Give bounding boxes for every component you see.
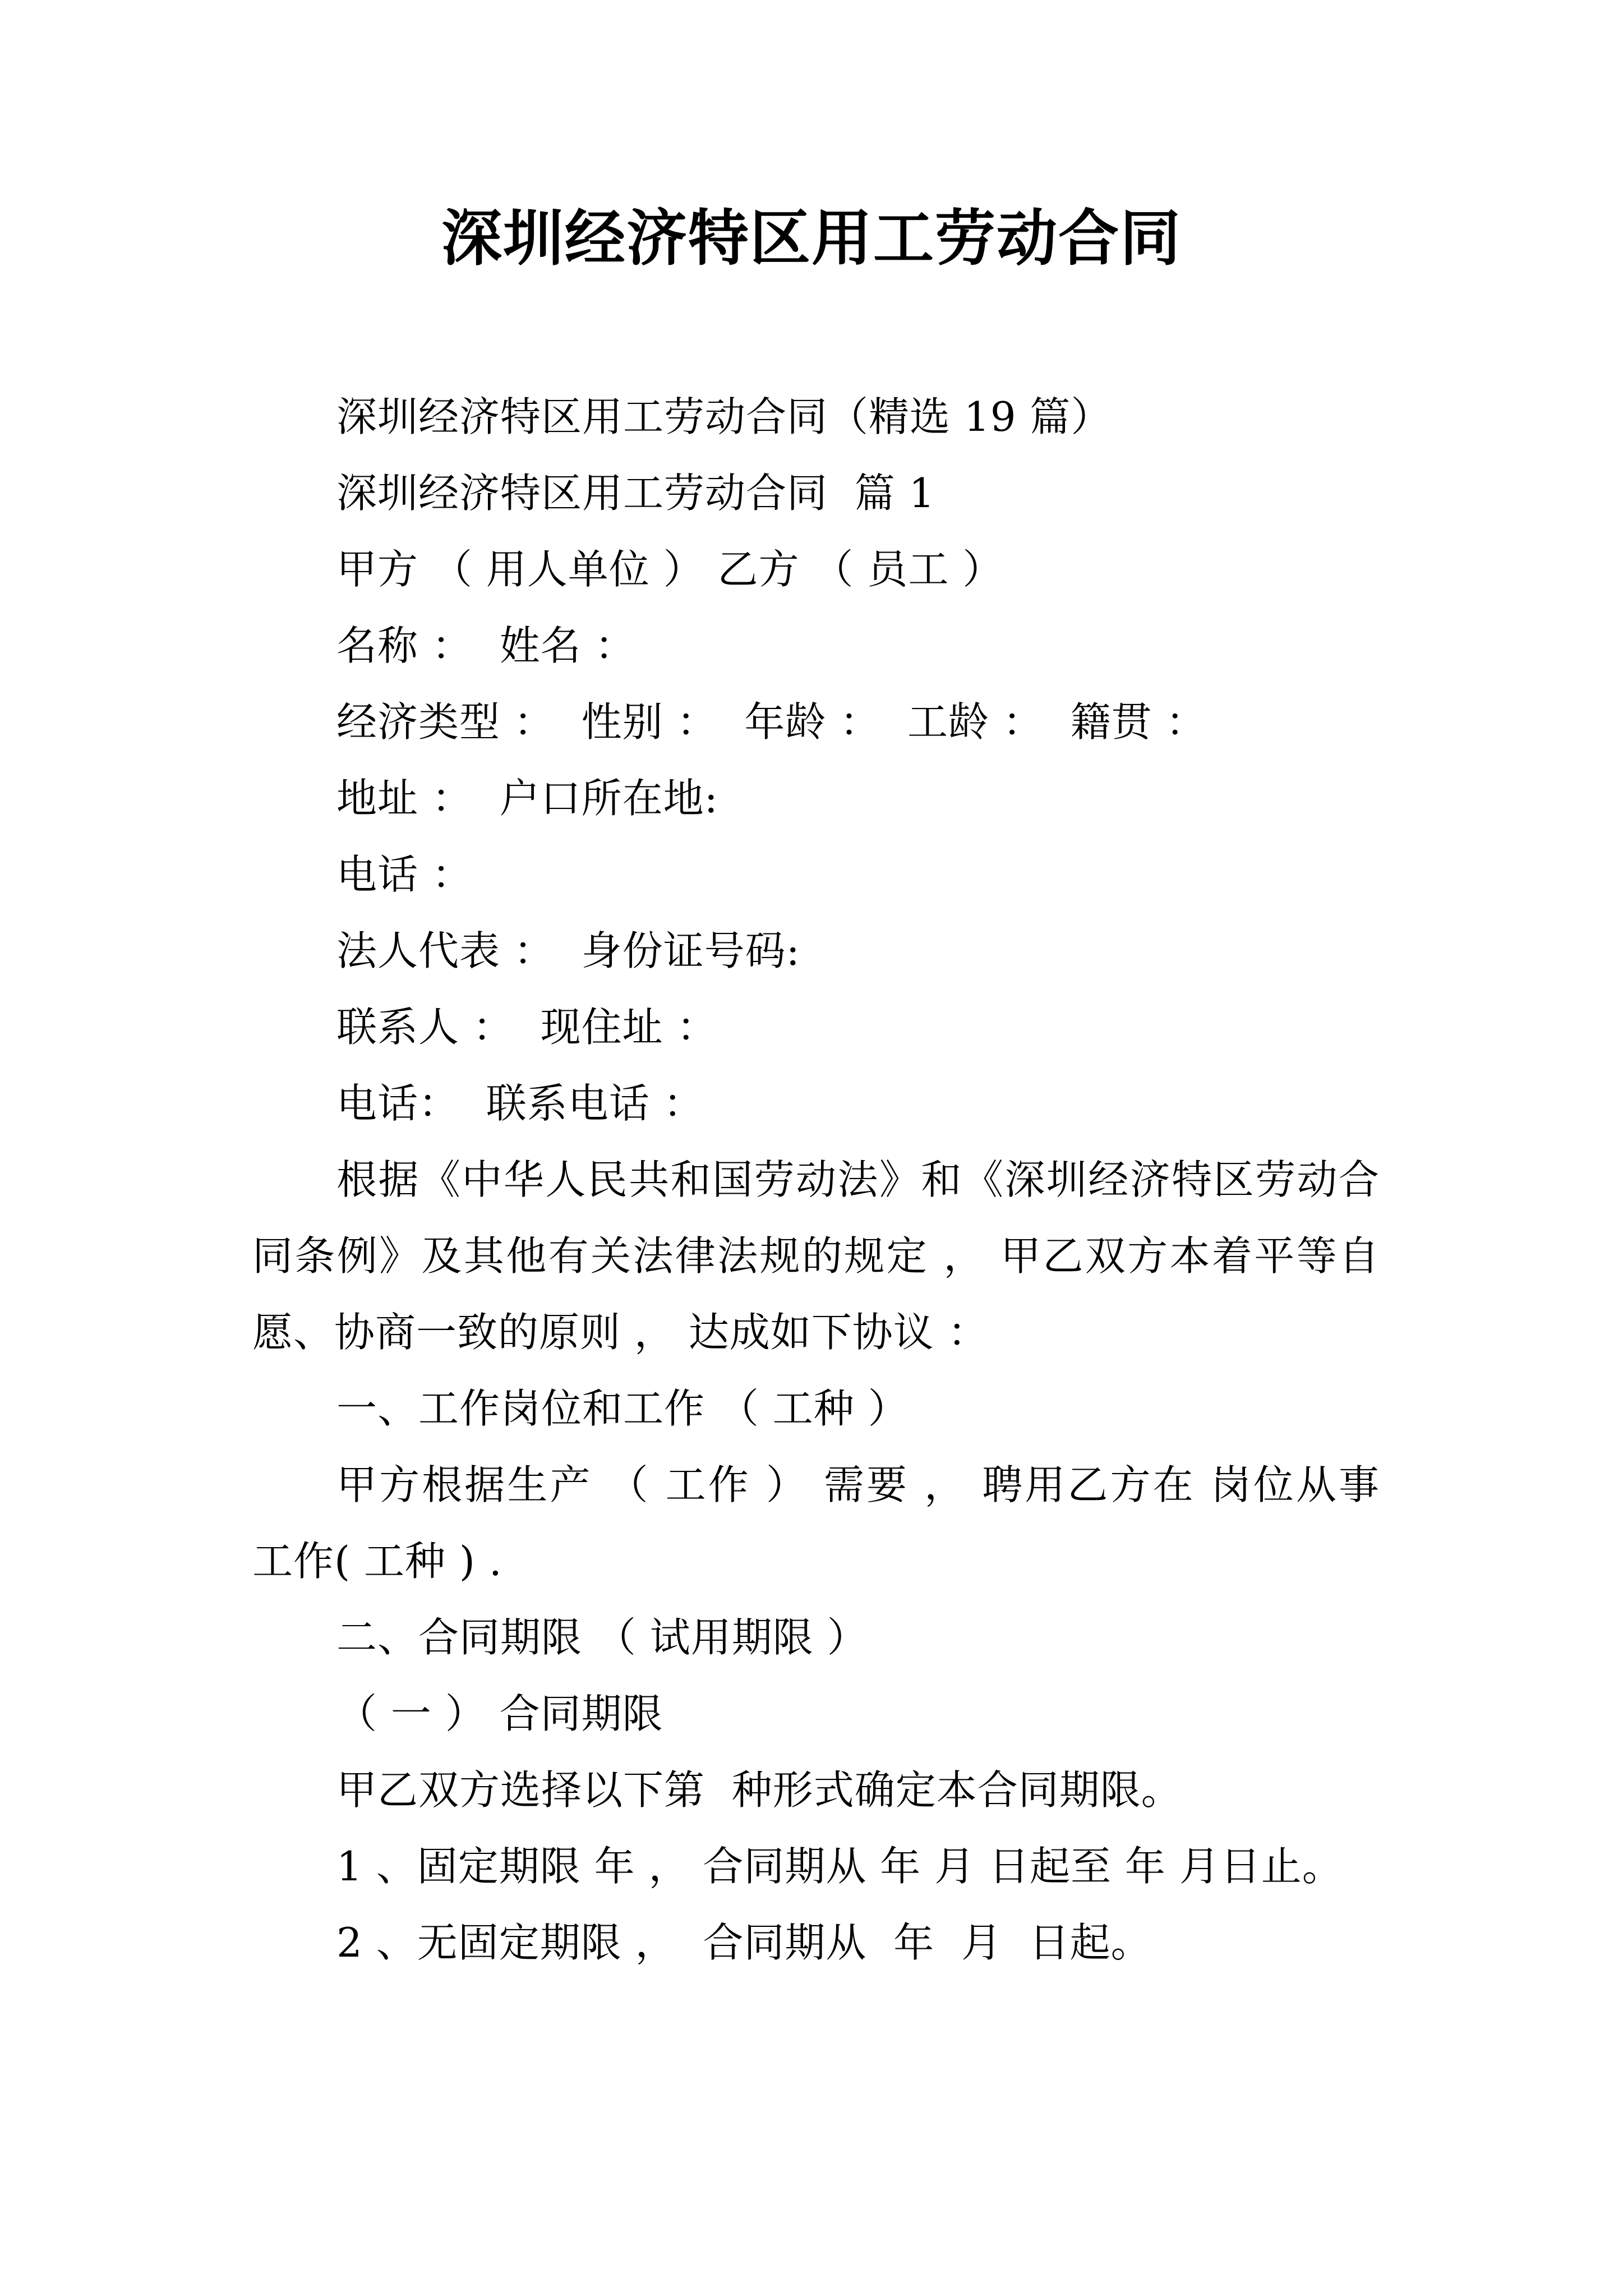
field-phone: 电话 ： — [336, 851, 473, 898]
section-2-choice: 甲乙双方选择以下第 种形式确定本合同期限。 — [336, 1766, 1182, 1814]
section-2-sub-heading: （ 一 ） 合同期限 — [336, 1690, 663, 1737]
field-contact: 联系人 ： 现住址 ： — [336, 1004, 718, 1051]
subtitle-article-1: 深圳经济特区用工劳动合同 篇 1 — [336, 470, 935, 517]
section-2-heading: 二、合同期限 （ 试用期限 ） — [336, 1614, 868, 1661]
document-body — [252, 379, 1380, 1981]
intro-paragraph: 根据《中华人民共和国劳动法》和《深圳经济特区劳动合同条例》及其他有关法律法规的规定 ， 甲乙双方本着平等自愿、协商一致的原则 ， 达成如下协议 ： — [252, 1156, 1380, 1356]
field-economic-type: 经济类型 ： 性别 ： 年龄 ： 工龄 ： 籍贯 ： — [336, 698, 1207, 746]
field-legal-rep: 法人代表 ： 身份证号码: — [336, 927, 800, 974]
section-1-text: 甲方根据生产 （ 工作 ） 需要 ， 聘用乙方在 岗位从事 工作( 工种 ) . — [252, 1461, 1380, 1585]
field-address: 地址 ： 户口所在地: — [336, 775, 718, 822]
term-item-1: 1 、固定期限 年 ， 合同期从 年 月 日起至 年 月日止。 — [336, 1843, 1343, 1890]
subtitle-collection: 深圳经济特区用工劳动合同（精选 19 篇） — [336, 393, 1112, 440]
document-title: 深圳经济特区用工劳动合同 — [441, 203, 1182, 274]
field-contact-phone: 电话： 联系电话 ： — [336, 1080, 704, 1127]
term-item-2: 2 、无固定期限 ， 合同期从 年 月 日起。 — [336, 1919, 1152, 1966]
section-1-heading: 一、工作岗位和工作 （ 工种 ） — [336, 1385, 909, 1432]
party-header: 甲方 （ 用人单位 ） 乙方 （ 员工 ） — [336, 546, 1004, 593]
field-name: 名称 ： 姓名 ： — [336, 622, 636, 669]
